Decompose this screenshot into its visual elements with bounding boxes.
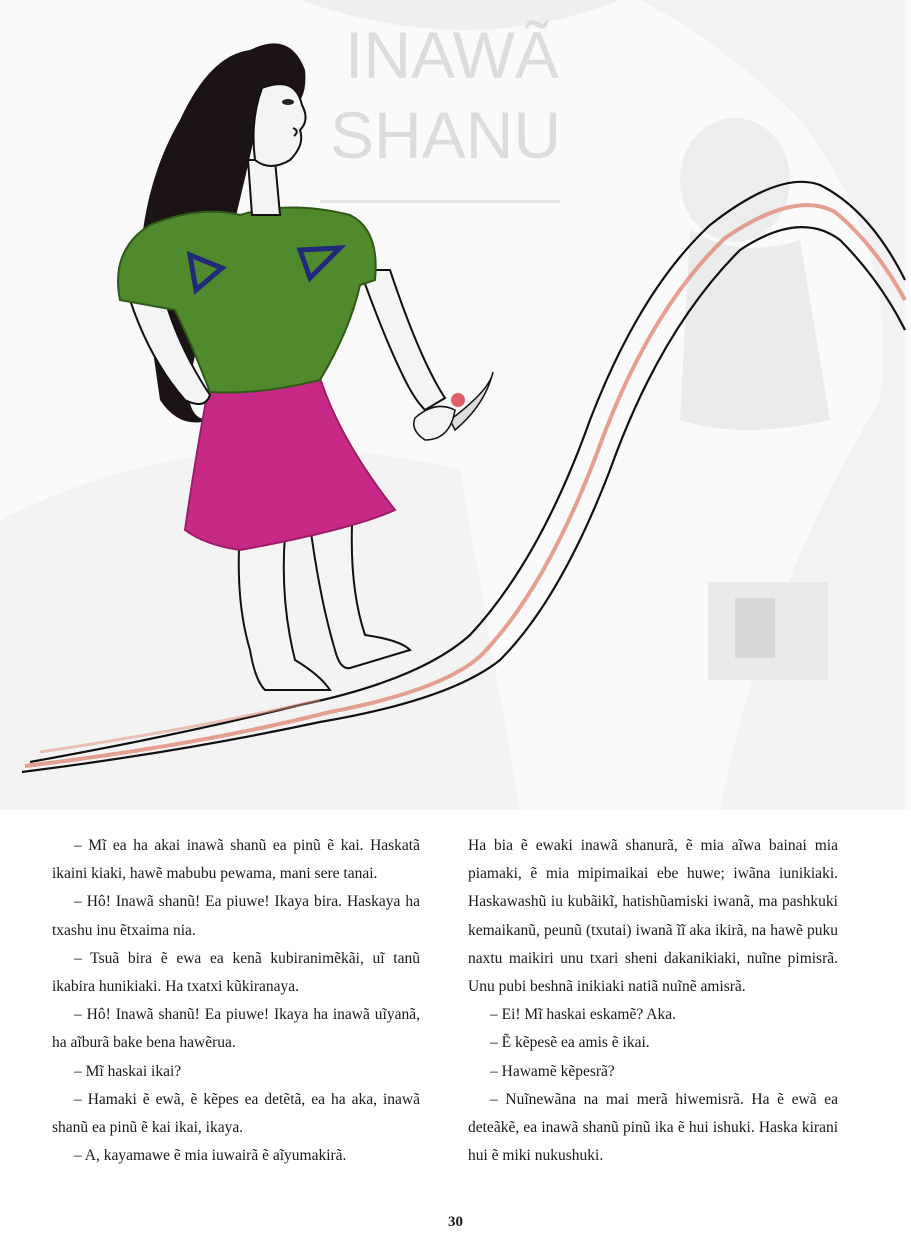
- dialogue-line: – A, kayamawe ẽ mia iuwairã ẽ aĩyumakirã.: [74, 1147, 347, 1165]
- dialogue-line: – Ei! Mĩ haskai eskamẽ? Aka.: [490, 1006, 676, 1024]
- narrative-paragraph: Ha bia ẽ ewaki inawã shanurã, ẽ mia aĩwa bainai mia piamaki, ẽ mia mipimaikai ebe huwe; iwãna iunikiaki. Haskawashũ iu kubãikĩ, hatishũamiski iwanã, ma pashkuki kemaikanũ, peunũ (txutai) iwanã ĩĩ aka ikirã, na hawẽ puku naxtu maikiri unu txari sheni dakanikiaki, nuĩne pimisrã. Unu pubi beshnã inikiaki natiã nuĩnẽ amisrã.: [468, 837, 838, 996]
- dialogue-line: – Hô! Inawã shanũ! Ea piuwe! Ikaya ha inawã uĩyanã, ha aĩburã bake bena hawẽrua.: [52, 1006, 420, 1052]
- dialogue-line: – Hamaki ẽ ewã, ẽ kẽpes ea detẽtã, ea ha aka, inawã shanũ ea pinũ ẽ kai ikai, ikaya.: [52, 1090, 420, 1137]
- background-title-line-2: SHANU: [330, 98, 562, 172]
- dialogue-line: – Mĩ haskai ikai?: [74, 1062, 182, 1080]
- dialogue-line: – Mĩ ea ha akai inawã shanũ ea pinũ ẽ kai. Haskatã ikaini kiaki, hawẽ mabubu pewama, mani sere tanai.: [52, 837, 420, 883]
- eye: [282, 99, 294, 105]
- dialogue-line: – Hawamẽ kẽpesrã?: [490, 1062, 615, 1080]
- dialogue-line: – Nuĩnewãna na mai merã hiwemisrã. Ha ẽ ewã ea deteãkẽ, ea inawã shanũ pinũ ika ẽ hui ishuki. Haska kirani hui ẽ miki nukushuki.: [468, 1090, 838, 1165]
- right-text-column: [468, 832, 838, 1170]
- neck: [248, 160, 280, 215]
- dialogue-line: – Hô! Inawã shanũ! Ea piuwe! Ikaya bira. Haskaya ha txashu inu ẽtxaima nia.: [52, 893, 420, 939]
- left-text-column: [52, 832, 420, 1170]
- face: [254, 84, 306, 166]
- background-title-line-1: INAWÃ: [345, 18, 559, 92]
- dialogue-line: – Tsuã bira ẽ ewa ea kenã kubiranimẽkãi, uĩ tanũ ikabira hunikiaki. Ha txatxi kũkiranaya.: [52, 949, 420, 996]
- page-number: 30: [448, 1214, 463, 1230]
- dialogue-line: – Ẽ kẽpesẽ ea amis ẽ ikai.: [490, 1034, 650, 1052]
